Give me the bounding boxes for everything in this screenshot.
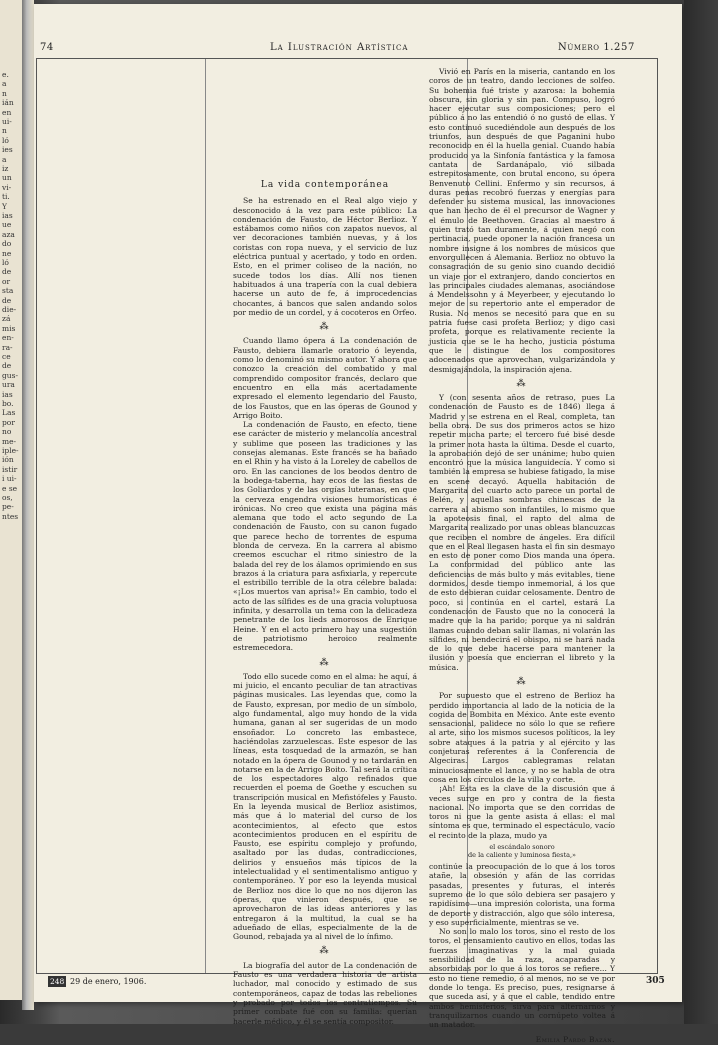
facing-page-fragment: n — [2, 126, 7, 136]
paragraph: No son lo malo los toros, sino el resto de los toros, el pensamiento cautivo en ellos, todas las fuerzas imaginativas y la mal guiada sensibilidad de la raza, acaparadas y absorbidas por lo que á los toros se refiere... Y esto no tiene remedio, ó al menos, no se ve por donde lo tenga. Es preciso, pues, resignarse á que suceda así, y á que el cable, tendido entre ambos hemisferios, sirva para alternarnos y tranquilizarnos cuando un cornúpeto voltea á un matador. — [429, 927, 615, 1030]
facing-page-fragment: vi- — [2, 182, 12, 192]
section-divider: ⁂ — [319, 322, 331, 333]
issue-number: Número 1.257 — [558, 42, 635, 53]
facing-page-fragment: iz — [2, 164, 9, 173]
facing-page-fragment: ce — [2, 352, 11, 361]
facing-page-fragment: os, — [2, 493, 13, 502]
quote-line: de la caliente y luminosa fiesta,» — [468, 851, 576, 860]
verse-quote — [429, 843, 615, 859]
facing-page-fragment: do — [2, 239, 12, 249]
facing-page-fragment: ntes — [2, 511, 19, 521]
article-column-2 — [429, 67, 615, 1045]
facing-page-fragment: no — [2, 427, 12, 437]
facing-page-fragment: de — [2, 361, 12, 371]
facing-page-fragment: de — [2, 295, 12, 305]
quote-line: el escándalo sonoro — [489, 843, 555, 852]
facing-page-fragment: ies — [2, 145, 13, 155]
scan-badge: 248 — [50, 977, 65, 986]
facing-page-fragment: or — [2, 276, 11, 286]
paragraph: ¡Ah! Esta es la clave de la discusión que á veces surge en pro y contra de la fiesta nacional. No importa que se den corridas de toros ni que la gente asista á ellas: el mal síntoma es que, terminado el espectáculo, vacío el recinto de la plaza, mudo ya — [429, 784, 615, 840]
book-gutter — [22, 0, 34, 1010]
facing-page-fragment: me- — [2, 436, 17, 446]
publication-title: La Ilustración Artística — [270, 42, 409, 53]
facing-page-fragment: e. — [2, 70, 9, 79]
paragraph: continúe la preocupación de lo que á los toros atañe, la obsesión y afán de las corridas pasadas, presentes y futuras, el interés supremo de lo que sólo debiera ser pasajero y rapidísimo—una impresión colorista, una forma de deporte y distracción, algo que sólo interesa, y eso superficialmente, mientras se ve. — [429, 862, 615, 927]
issue-date: 29 de enero, 1906. — [70, 977, 147, 986]
facing-page-fragment: ue — [2, 220, 12, 230]
facing-page-fragment: ura — [2, 380, 15, 390]
paragraph: La biografía del autor de La condenación de Fausto es una verdadera historia de artista luchador, mal conocido y estimado de sus contemporáneos, capaz de todas las rebeliones y probado por todos los contratiempos. Su primer combate fué con su familia: querían hacerle médico, y él se sentía compositor. — [233, 960, 417, 1026]
facing-page-fragment: pe- — [2, 502, 14, 512]
facing-page-fragment: un — [2, 173, 12, 183]
author-signature: Emilia Pardo Bazán. — [535, 1035, 615, 1045]
page-number: 74 — [40, 42, 54, 53]
article-heading: La vida contemporánea — [260, 180, 390, 190]
facing-page-fragment: ui- — [2, 117, 12, 126]
facing-page-fragment: iple- — [2, 446, 19, 455]
page-header — [40, 40, 660, 54]
paragraph: Todo ello sucede como en el alma: he aquí, á mi juicio, el encanto peculiar de tan atractivas páginas musicales. Las leyendas que, como la de Fausto, expresan, por medio de un símbolo, algo fundamental, algo muy hondo de la vida humana, ganan al ser sugeridas de un modo ensoñador. Lo concreto las embastece, haciéndolas zarzuelescas. Este espesor de las líneas, esta tosquedad de la armazón, se han notado en la ópera de Gounod y no tardarán en notarse en la de Arrigo Boito. Tal será la crítica de los espectadores algo refinados que recuerden el poema de Goethe y escuchen su transcripción musical en Mefistófeles y Fausto. En la leyenda musical de Berlioz asistimos, más que á lo material del curso de los acontecimientos, al efecto que estos acontecimientos producen en el espíritu de Fausto, ese espíritu complejo y profundo, asaltado por las dudas, contradicciones, delirios y ensueños más típicos de la intelectualidad y el sentimentalismo antiguo y contemporáneo. Y por eso la leyenda musical de Berlioz nos dice lo que no nos dijeron las óperas, que vinieron después, que se aprovecharon de las ideas anteriores y las entregaron á la multitud, la cual se ha adueñado de ellas, especialmente de la de Gounod, rebajada ya al nivel de lo ínfimo. — [233, 671, 417, 942]
facing-page-fragment: istir — [2, 464, 18, 474]
facing-page-fragment: gus- — [2, 370, 19, 380]
folio-number: 305 — [646, 976, 665, 986]
facing-page-edge — [0, 0, 23, 1000]
facing-page-fragment: bo. — [2, 399, 14, 408]
facing-page-fragment: Y — [2, 201, 7, 211]
facing-page-fragment: ló — [2, 258, 9, 267]
paragraph: Se ha estrenado en el Real algo viejo y desconocido á la vez para este público: La condenación de Fausto, de Héctor Berlioz. Y estábamos como niños con zapatos nuevos, al ver decoraciones también nuevas, y á los coristas con ropa nueva, y el servicio de luz eléctrica puntual y acertado, y todo en orden. Esto, en el primer coliseo de la nación, no sucede todos los días. Allí nos tienen habituados á una trapería con la cual debiera hacerse un auto de fe, á improcedencias chocantes, á bancos que salen andando solos por medio de un cordel, y á cocoteros en Orfeo. — [233, 196, 417, 317]
facing-page-fragment: ne — [2, 248, 12, 258]
paragraph: Vivió en París en la miseria, cantando en los coros de un teatro, dando lecciones de solfeo. Su bohemia fué triste y azarosa: la bohemia obscura, sin gloria y sin pan. Compuso, logró hacer ejecutar sus composiciones; pero el público á no las entendió ó no gustó de ellas. Y esto continuó sucediéndole aun después de los triunfos, aun después de que Paganini hubo reconocido en él la huella genial. Cuando había producido ya la Sinfonía fantástica y la famosa cantata de Sardanápalo, vió silbada estrepitosamente, con brutal encono, su ópera Benvenuto Cellini. Enfermo y sin recursos, á duras penas recobró fuerzas y energías para defender su sistema musical, las innovaciones que han hecho de él el precursor de Wagner y el émulo de Beethoven. Gracias al maestro á quien trató tan duramente, á quien negó con pertinacia, puede oponer la nación francesa un nombre insigne á los nombres de músicos que envorgullecen á Alemania. Berlioz no obtuvo la consagración de su genio sino cuando decidió un viaje por el extranjero, dando conciertos en las principales ciudades alemanas, asociándose á Mendelssohn y á Meyerbeer, y ejecutando lo mejor de su repertorio ante el emperador de Rusia. No menos se necesitó para que en su patria fuese casi profeta Berlioz; y digo casi profeta, porque es relativamente reciente la justicia que se le ha hecho, justicia póstuma que le distingue de los compositores adocenados que aprovechan, vulgarizándola y desmigajándola, la inspiración ajena. — [429, 67, 615, 374]
facing-page-fragment: ra- — [2, 342, 13, 352]
facing-page-fragment: ias — [2, 389, 13, 399]
facing-page-fragment: n — [2, 88, 7, 98]
paragraph: Cuando llamo ópera á La condenación de Fausto, debiera llamarle oratorio ó leyenda, como lo denominó su mismo autor. Y ahora que conozco la creación del combatido y mal comprendido compositor francés, declaro que encuentro en ella más acertadamente expresado el elemento legendario del Fausto, de los Faustos, que en las óperas de Gounod y Arrigo Boito. — [233, 336, 417, 420]
facing-page-fragment: i ui- — [2, 474, 17, 484]
facing-page-fragment: Las — [2, 408, 16, 418]
facing-page-fragment: en — [2, 107, 12, 117]
section-divider: ⁂ — [516, 677, 528, 687]
facing-page-fragment: mis — [2, 323, 16, 333]
paragraph: Por supuesto que el estreno de Berlioz ha perdido importancia al lado de la noticia de la cogida de Bombita en México. Ante este evento sensacional, palidece no sólo lo que se refiere al arte, sino los mismos sucesos políticos, la ley sobre ataques á la patria y al ejército y las conjeturas referentes á la Conferencia de Algeciras. Largos cablegramas relatan minuciosamente el lance, y no se habla de otra cosa en los círculos de la villa y corte. — [429, 691, 615, 784]
section-divider: ⁂ — [516, 378, 528, 389]
facing-page-fragment: sta — [2, 286, 14, 296]
facing-page-fragment: ias — [2, 211, 13, 220]
facing-page-fragment: de — [2, 267, 12, 277]
blank-left-column — [37, 59, 205, 973]
magazine-page — [34, 4, 682, 1045]
column-rule-left — [205, 59, 206, 973]
article-column-1 — [233, 181, 417, 1026]
paragraph: La condenación de Fausto, en efecto, tiene ese carácter de misterio y melancolía ancestral y sublime que poseen las tradiciones y las consejas alemanas. Este francés se ha bañado en el Rhin y ha visto á la Loreley de cabellos de oro. En las canciones de los beodos dentro de la bodega-taberna, hay ecos de las fiestas de los Goliardos y de las orgías luteranas, en que la cerveza engendra visiones humorísticas é irónicas. No creo que exista una página más alemana que todo el acto segundo de La condenación de Fausto, con su canon fugado que parece hecho de torrentes de espuma blonda de cerveza. En la carrera al abismo creemos escuchar el ritmo siniestro de la balada del rey de los álamos oprimiendo en sus brazos á la criatura para asfixiarla, y repercute el estribillo terrible de la otra célebre balada: «¡Los muertos van aprisa!» En cambio, todo el acto de las sílfides es de una gracia voluptuosa infinita, y desarrolla un tema con la delicadeza penetrante de los lieds amorosos de Enrique Heine. Y en el acto primero hay una sugestión de patriotismo heroico realmente estremecedora. — [233, 420, 417, 653]
facing-page-fragment: a — [2, 79, 7, 89]
facing-page-fragment: ti. — [2, 192, 10, 202]
paragraph: Y (con sesenta años de retraso, pues La condenación de Fausto es de 1846) llega á Madrid y se estrena en el Real, completa, tan bella obra. De sus dos primeros actos se hizo repetir mucha parte; el tercero fué bisé desde la primer nota hasta la última. Desde el cuarto, la aprobación dejó de ser unánime; hubo quien encontró que la música languidecía. Y como si también la empresa se hubiese fatigado, la mise en scene decayó. Aquella habitación de Margarita del cuarto acto parece un portal de Belén, y aquellas sombras chinescas de la carrera al abismo son infantiles, lo mismo que la apoteosis final, el rapto del alma de Margarita realizado por unas obleas blancuzcas que reciben el nombre de ángeles. Era difícil que en el Real llegasen hasta el fin sin desmayo en esto de poner como Dios manda una ópera. La conformidad del público ante las deficiencias de más bulto y más evitables, tiene dormidos, desde tiempo inmemorial, á los que de esto debieran cuidar celosamente. Dentro de poco, si continúa en el cartel, estará La condenación de Fausto que no la conocerá la madre que la ha parido; porque ya ni saldrán llamas cuando deban salir llamas, ni volarán las sílfides, ni bendecirá el obispo, ni se hará nada de lo que debe hacerse para mantener la ilusión y poesía que encierran el libreto y la música. — [429, 393, 615, 672]
facing-page-fragment: ló — [2, 135, 9, 145]
scan-background-right — [684, 0, 718, 1024]
section-divider: ⁂ — [319, 657, 331, 668]
facing-page-fragment: en- — [2, 333, 14, 343]
section-divider: ⁂ — [319, 946, 331, 957]
facing-page-fragment: a — [2, 154, 7, 164]
page-footer — [48, 976, 668, 990]
facing-page-fragment: ián — [2, 98, 14, 108]
facing-page-fragment: ión — [2, 455, 14, 465]
facing-page-fragment: aza — [2, 229, 15, 239]
facing-page-fragment: die- — [2, 305, 17, 314]
facing-page-fragment: por — [2, 417, 15, 427]
facing-page-fragment: e se — [2, 483, 18, 493]
facing-page-fragment: zá — [2, 314, 11, 324]
